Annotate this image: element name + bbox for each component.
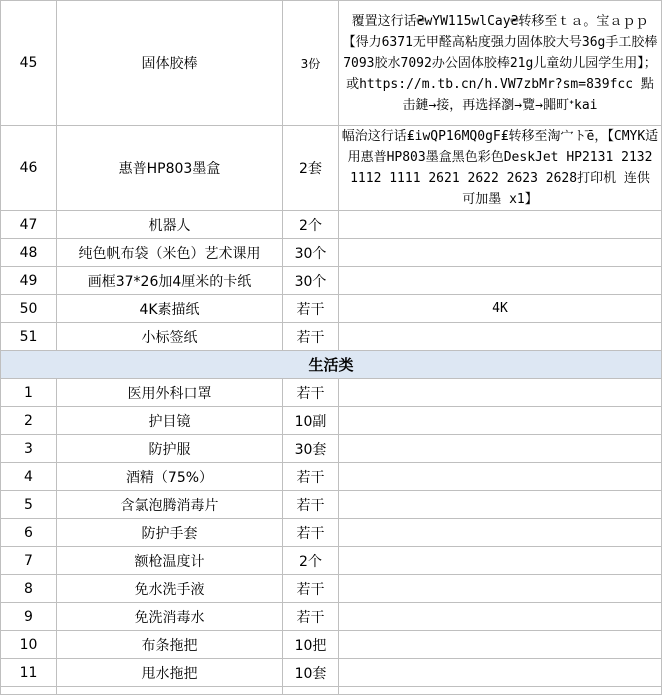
- table-row: [1, 631, 662, 659]
- item-name-cell: 含氯泡腾消毒片: [57, 491, 283, 519]
- table-row: [1, 603, 662, 631]
- note-cell: [339, 687, 662, 695]
- table-row: [1, 687, 662, 695]
- note-cell: [339, 519, 662, 547]
- table-row: [1, 323, 662, 351]
- note-cell: 覆置这行话₴wYW115wlCay₴转移至ｔａ。宝ａｐｐ【得力6371无甲醛高粘度强力固体胶大号36g手工胶棒7093胶水7092办公固体胶棒21g儿童幼儿园学生用】；或https://m.tb.cn/h.VW7zbMr?sm=839fcc 點击鏈→接，再选择瀏→覽→嘂町ᐩkai: [339, 1, 662, 126]
- quantity-cell: 若干: [283, 603, 339, 631]
- row-number-cell: [1, 687, 57, 695]
- item-name-cell: 甩水拖把: [57, 659, 283, 687]
- section-header-row: [1, 351, 662, 379]
- table-row: [1, 463, 662, 491]
- item-name-cell: 机器人: [57, 211, 283, 239]
- row-number-cell: 48: [1, 239, 57, 267]
- note-cell: [339, 407, 662, 435]
- row-number-cell: 50: [1, 295, 57, 323]
- note-cell: [339, 575, 662, 603]
- note-cell: [339, 491, 662, 519]
- note-cell: [339, 547, 662, 575]
- quantity-cell: 2个: [283, 211, 339, 239]
- row-number-cell: 47: [1, 211, 57, 239]
- quantity-cell: 若干: [283, 491, 339, 519]
- item-name-cell: 免洗消毒水: [57, 603, 283, 631]
- note-cell: [339, 323, 662, 351]
- quantity-cell: 10套: [283, 659, 339, 687]
- note-cell: 幅治这行话₤iwQP16MQ0gF₤转移至淘宀ト̄ē，【CMYK适用惠普HP803墨盒黑色彩色DeskJet HP2131 2132 1112 1111 2621 2622 2623 2628打印机 连供 可加墨 x1】: [339, 126, 662, 211]
- item-name-cell: 酒精（75%）: [57, 463, 283, 491]
- note-cell: [339, 659, 662, 687]
- item-name-cell: 4K素描纸: [57, 295, 283, 323]
- item-name-cell: 医用外科口罩: [57, 379, 283, 407]
- table-row: [1, 659, 662, 687]
- row-number-cell: 51: [1, 323, 57, 351]
- item-name-cell: 防护手套: [57, 519, 283, 547]
- note-cell: [339, 435, 662, 463]
- item-name-cell: 额枪温度计: [57, 547, 283, 575]
- item-name-cell: 布条拖把: [57, 631, 283, 659]
- table-row: [1, 126, 662, 211]
- quantity-cell: 30套: [283, 435, 339, 463]
- row-number-cell: 8: [1, 575, 57, 603]
- item-name-cell: [57, 687, 283, 695]
- quantity-cell: 2套: [283, 126, 339, 211]
- table-row: [1, 519, 662, 547]
- table-row: [1, 435, 662, 463]
- quantity-cell: 若干: [283, 519, 339, 547]
- note-cell: [339, 463, 662, 491]
- table-row: [1, 491, 662, 519]
- note-cell: [339, 239, 662, 267]
- table-row: [1, 267, 662, 295]
- quantity-cell: 2个: [283, 547, 339, 575]
- item-name-cell: 惠普HP803墨盒: [57, 126, 283, 211]
- row-number-cell: 1: [1, 379, 57, 407]
- note-cell: 4K: [339, 295, 662, 323]
- item-name-cell: 纯色帆布袋（米色）艺术课用: [57, 239, 283, 267]
- note-cell: [339, 603, 662, 631]
- note-cell: [339, 267, 662, 295]
- row-number-cell: 49: [1, 267, 57, 295]
- quantity-cell: 3份: [283, 1, 339, 126]
- item-name-cell: 小标签纸: [57, 323, 283, 351]
- note-cell: [339, 631, 662, 659]
- item-name-cell: 固体胶棒: [57, 1, 283, 126]
- item-name-cell: 画框37*26加4厘米的卡纸: [57, 267, 283, 295]
- quantity-cell: 10把: [283, 631, 339, 659]
- table-row: [1, 211, 662, 239]
- note-cell: [339, 379, 662, 407]
- table-row: [1, 239, 662, 267]
- item-name-cell: 防护服: [57, 435, 283, 463]
- row-number-cell: 46: [1, 126, 57, 211]
- table-row: [1, 379, 662, 407]
- item-name-cell: 免水洗手液: [57, 575, 283, 603]
- row-number-cell: 2: [1, 407, 57, 435]
- quantity-cell: [283, 687, 339, 695]
- row-number-cell: 45: [1, 1, 57, 126]
- quantity-cell: 30个: [283, 239, 339, 267]
- quantity-cell: 若干: [283, 575, 339, 603]
- quantity-cell: 若干: [283, 379, 339, 407]
- quantity-cell: 若干: [283, 463, 339, 491]
- row-number-cell: 9: [1, 603, 57, 631]
- section-title: 生活类: [1, 351, 662, 379]
- row-number-cell: 5: [1, 491, 57, 519]
- table-row: [1, 575, 662, 603]
- quantity-cell: 10副: [283, 407, 339, 435]
- row-number-cell: 10: [1, 631, 57, 659]
- table-row: [1, 547, 662, 575]
- table-row: [1, 295, 662, 323]
- supply-table-body: [1, 1, 662, 695]
- row-number-cell: 7: [1, 547, 57, 575]
- row-number-cell: 3: [1, 435, 57, 463]
- quantity-cell: 若干: [283, 323, 339, 351]
- item-name-cell: 护目镜: [57, 407, 283, 435]
- table-row: [1, 1, 662, 126]
- row-number-cell: 4: [1, 463, 57, 491]
- table-row: [1, 407, 662, 435]
- quantity-cell: 30个: [283, 267, 339, 295]
- row-number-cell: 11: [1, 659, 57, 687]
- quantity-cell: 若干: [283, 295, 339, 323]
- row-number-cell: 6: [1, 519, 57, 547]
- note-cell: [339, 211, 662, 239]
